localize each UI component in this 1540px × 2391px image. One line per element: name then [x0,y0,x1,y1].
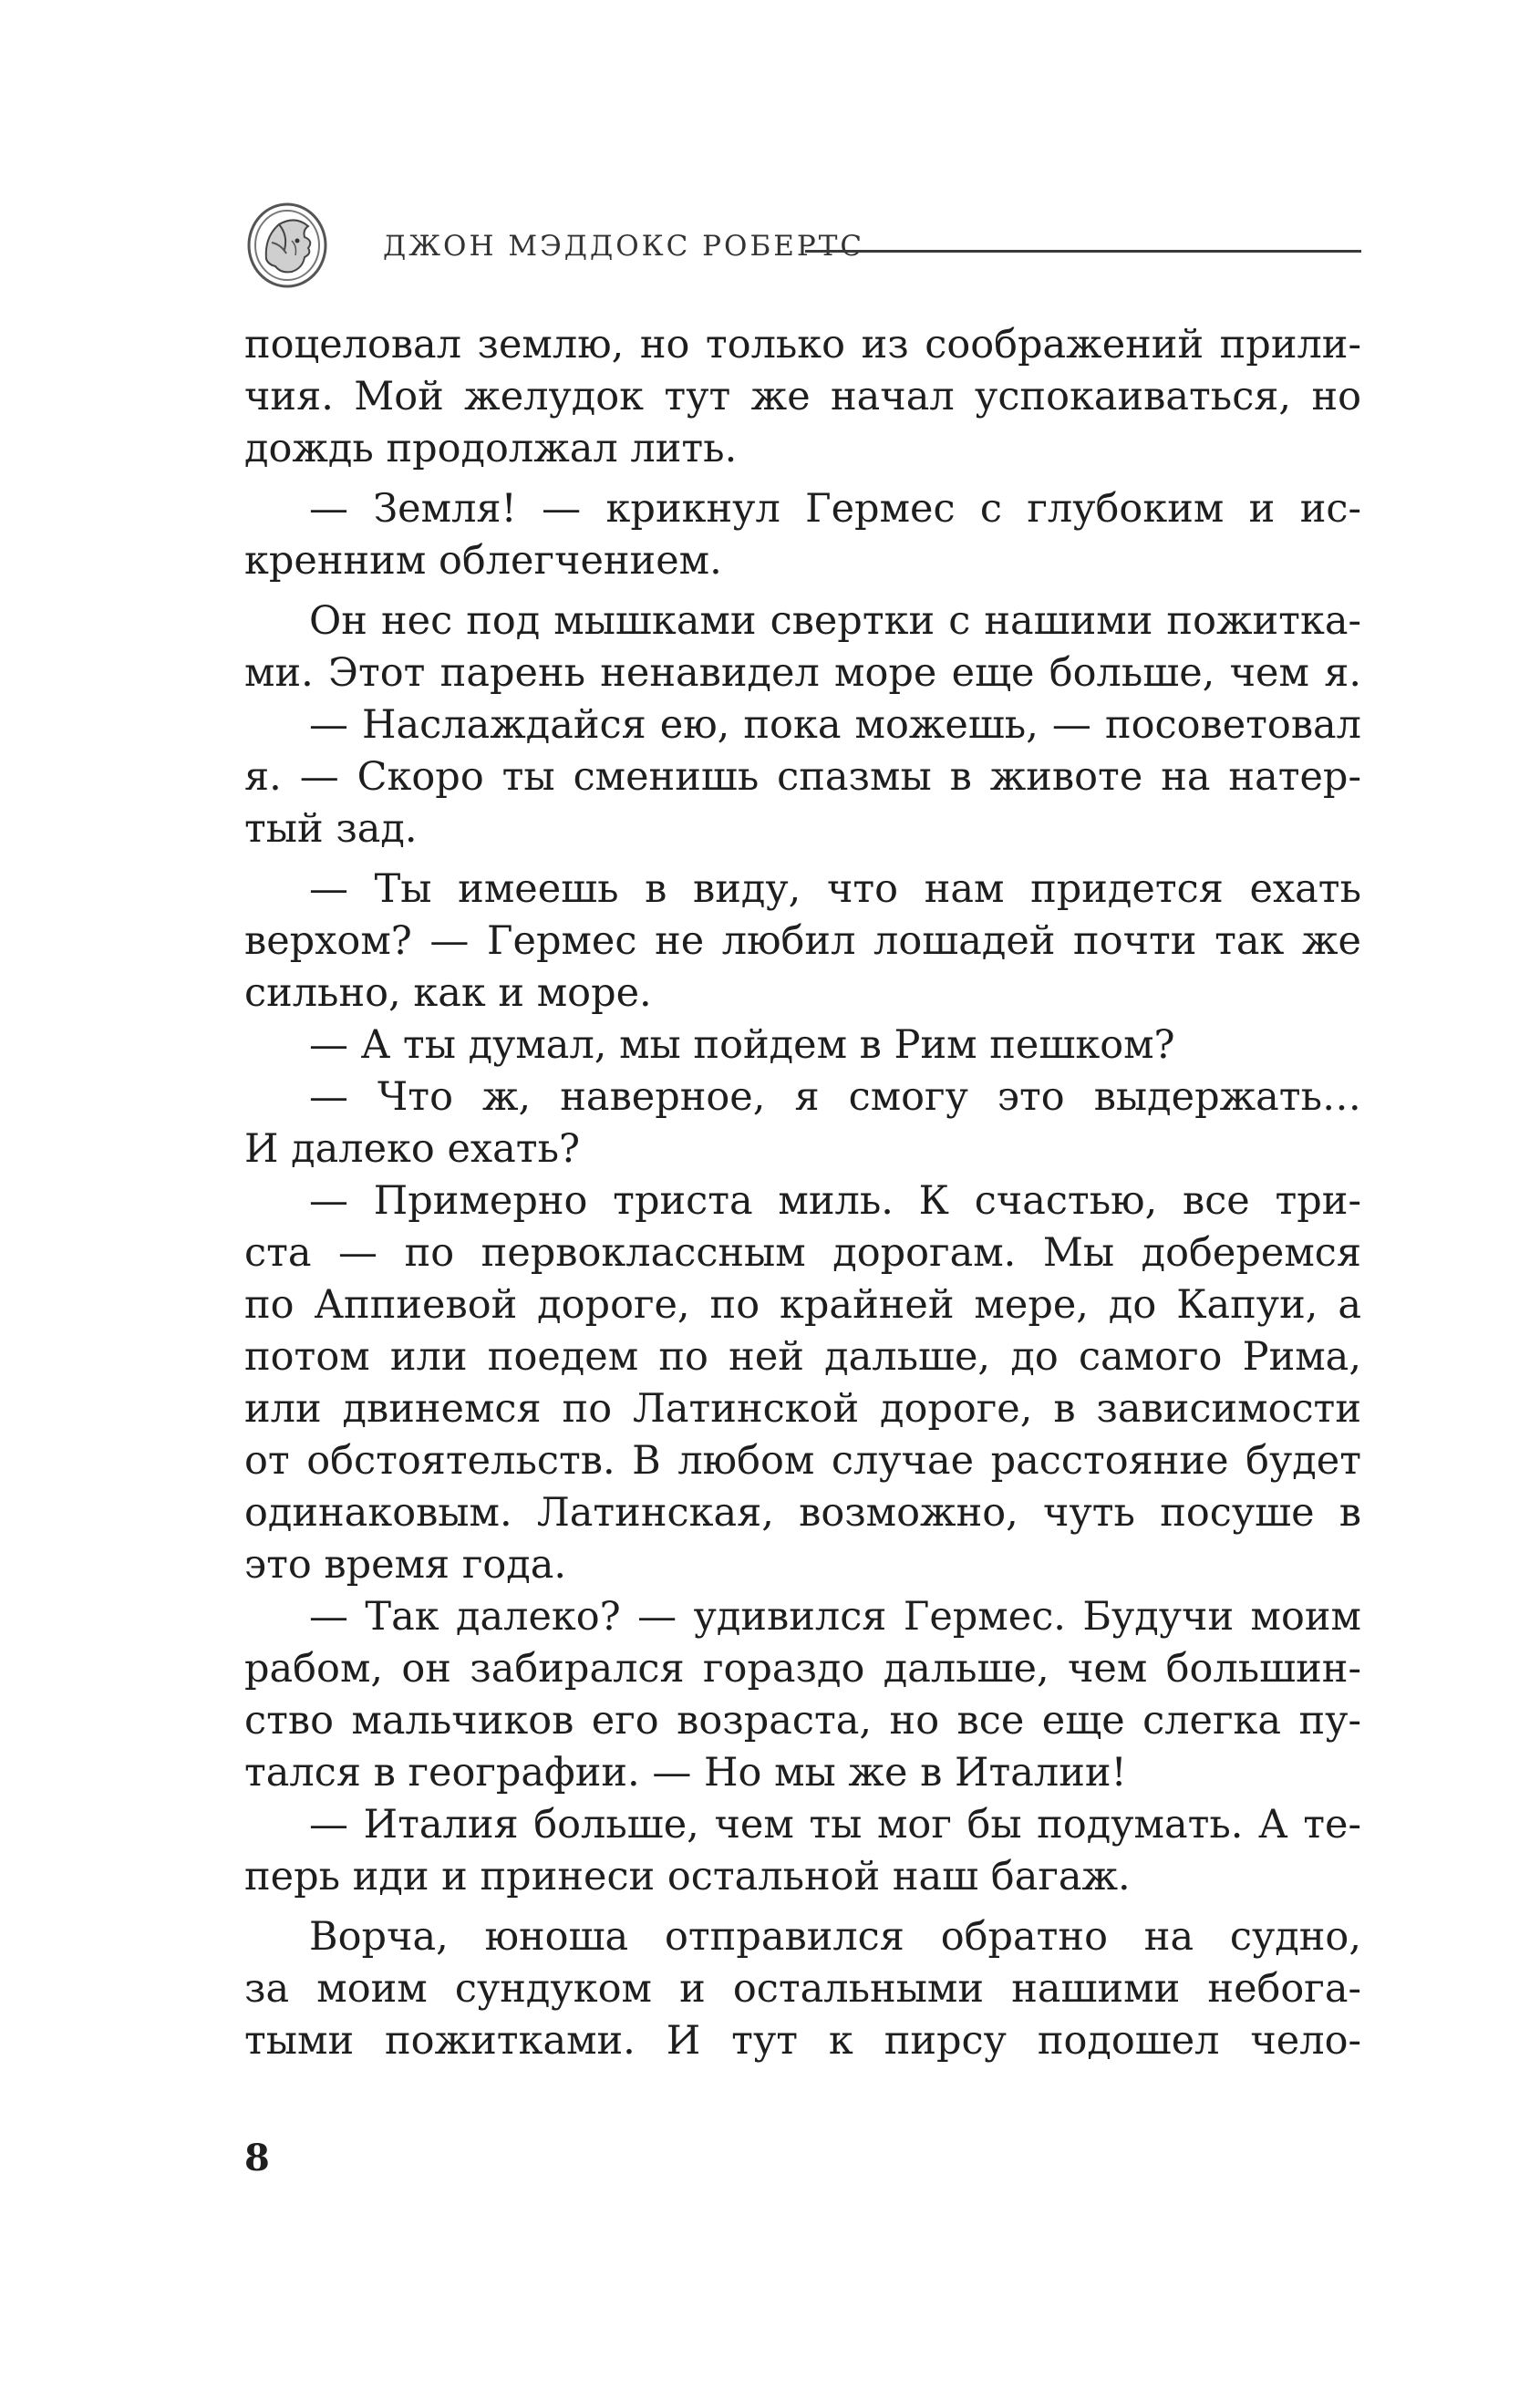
text-line: от обстоятельств. В любом случае расстояние будет [244,1438,1361,1484]
text-line: — А ты думал, мы пойдем в Рим пешком? [309,1022,1175,1068]
text-line: И далеко ехать? [244,1126,581,1172]
text-line: Он нес под мышками свертки с нашими пожитка- [309,598,1361,644]
text-line: потом или поедем по ней дальше, до самого Рима, [244,1334,1361,1380]
text-line: — Так далеко? — удивился Гермес. Будучи моим [309,1594,1361,1640]
text-line: Ворча, юноша отправился обратно на судно, [309,1914,1361,1960]
text-line: это время года. [244,1542,567,1588]
page-number: 8 [244,2137,270,2179]
text-line: я. — Скоро ты сменишь спазмы в животе на натер- [244,754,1361,800]
text-line: — Что ж, наверное, я смогу это выдержать… [309,1074,1361,1120]
text-line: — Италия больше, чем ты мог бы подумать. А те- [309,1802,1361,1848]
text-line: — Наслаждайся ею, пока можешь, — посоветовал [309,702,1361,748]
text-line: или двинемся по Латинской дороге, в зависимости [244,1386,1361,1432]
text-line: — Земля! — крикнул Гермес с глубоким и ис- [309,486,1361,532]
text-line: ми. Этот парень ненавидел море еще больше, чем я. [244,650,1361,696]
text-line: верхом? — Гермес не любил лошадей почти так же [244,918,1361,964]
text-line: дождь продолжал лить. [244,426,738,471]
text-line: тался в географии. — Но мы же в Италии! [244,1750,1127,1796]
text-line: тый зад. [244,806,418,852]
text-line: ство мальчиков его возраста, но все еще слегка пу- [244,1698,1361,1744]
text-line: перь иди и принеси остальной наш багаж. [244,1854,1131,1899]
running-header [244,199,1361,299]
body-text [244,319,1361,2067]
text-line: ста — по первоклассным дорогам. Мы доберемся [244,1230,1361,1276]
text-line: по Аппиевой дороге, по крайней мере, до Капуи, а [244,1282,1361,1328]
running-header-author: ДЖОН МЭДДОКС РОБЕРТС [383,230,865,263]
text-line: за моим сундуком и остальными нашими небога- [244,1966,1361,2012]
text-line: одинаковым. Латинская, возможно, чуть посуше в [244,1490,1361,1536]
text-line: рабом, он забирался гораздо дальше, чем большин- [244,1646,1361,1692]
text-line: — Ты имеешь в виду, что нам придется ехать [309,866,1361,912]
text-line: кренним облегчением. [244,538,722,584]
text-line: поцеловал землю, но только из соображений прили- [244,322,1361,367]
text-line: чия. Мой желудок тут же начал успокаиваться, но [244,374,1361,419]
text-line: тыми пожитками. И тут к пирсу подошел чело- [244,2018,1361,2064]
text-line: сильно, как и море. [244,970,652,1016]
text-line: — Примерно триста миль. К счастью, все три- [309,1178,1361,1224]
emblem-coin-icon [244,199,330,290]
header-rule [805,250,1361,253]
